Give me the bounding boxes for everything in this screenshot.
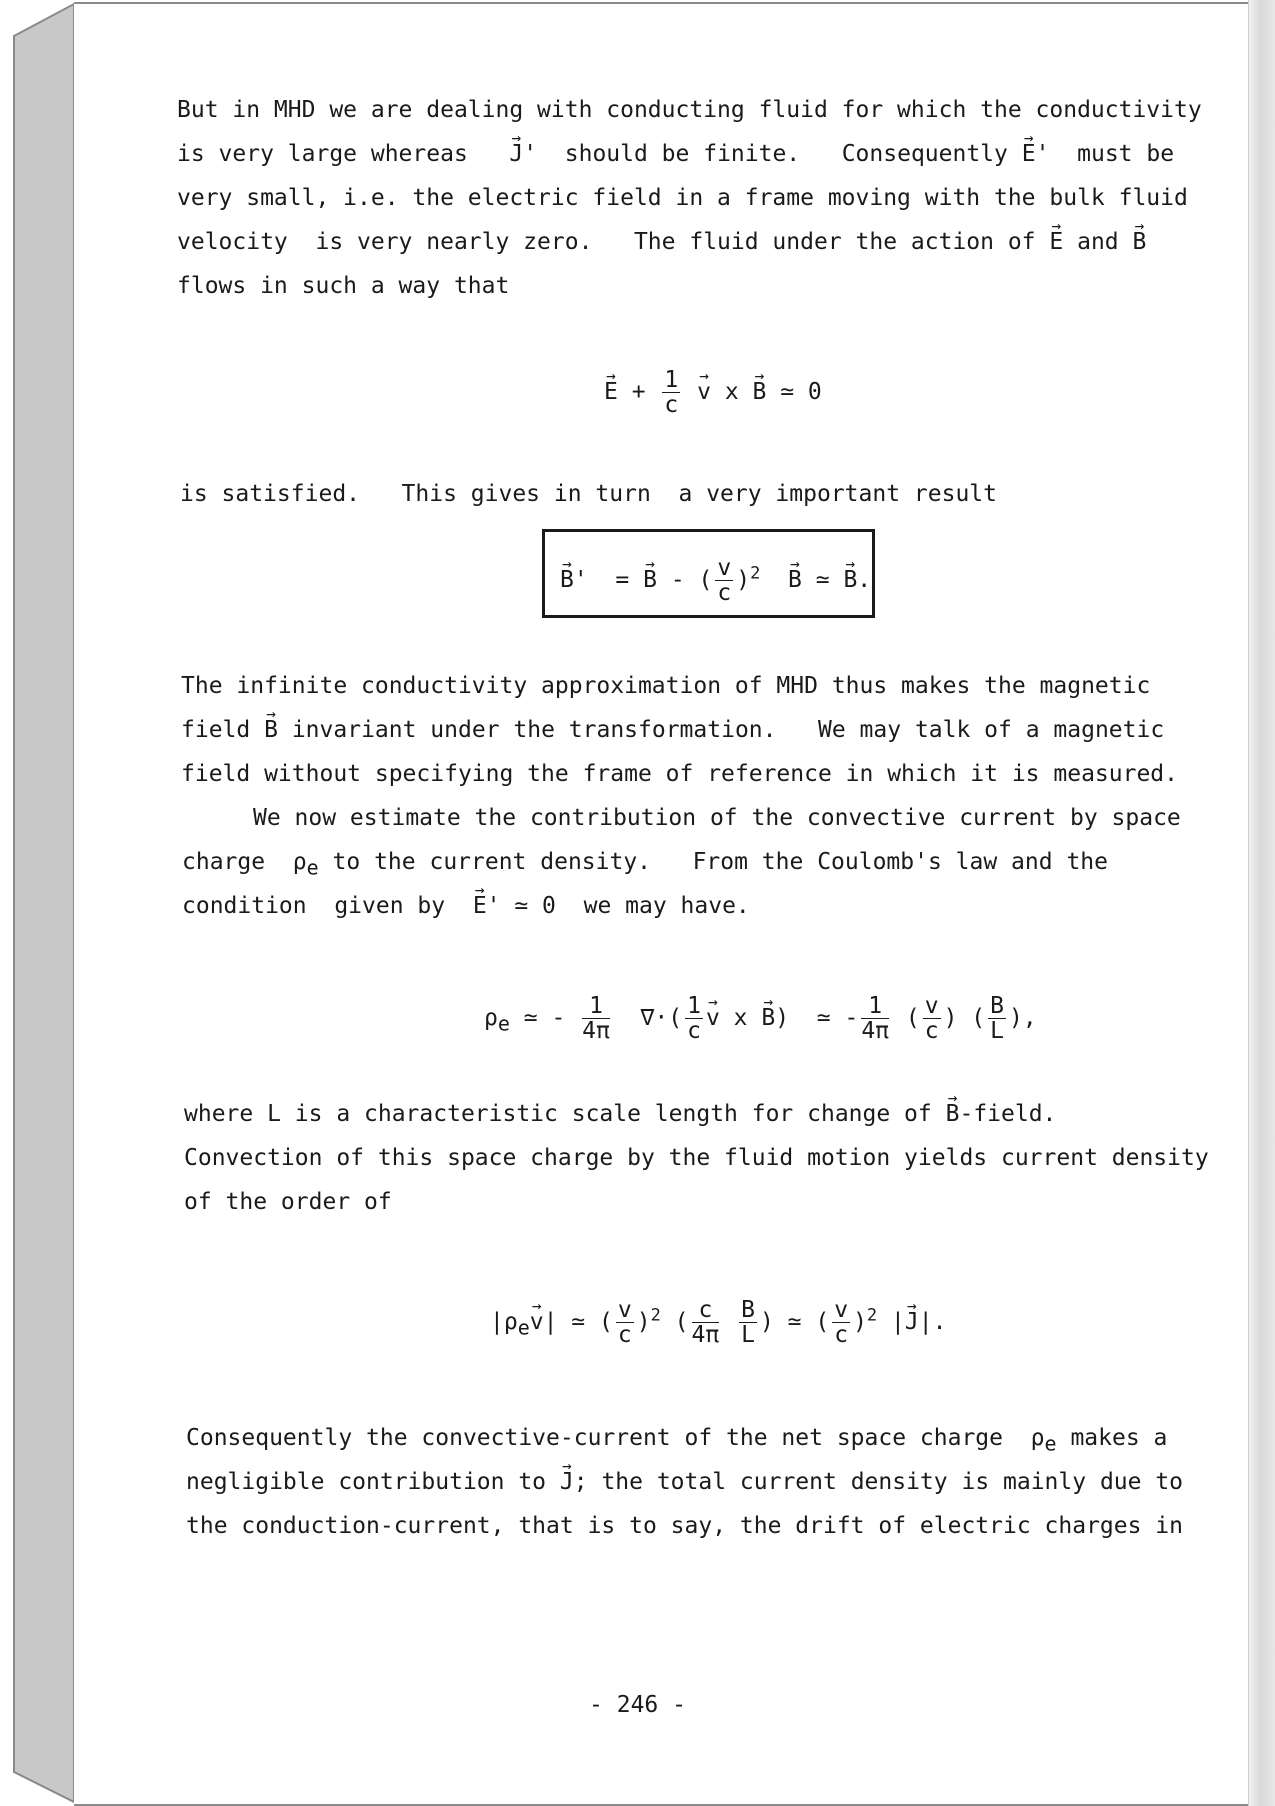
equation-space-charge: $\rho_e$ ≃ - $\frac{1}{4\pi}$ ∇·( $\frac{1}{c}$ → v x → B) ≃ - $\frac{1}{4\pi}$ ( $\frac{v}{c}$ ) ( $\frac{B}{L}$ ), (484, 994, 1037, 1043)
text-line-10: We now estimate the contribution of the convective current by space (253, 805, 1181, 831)
text-line-17: negligible contribution to → J; the total current density is mainly due to (186, 1468, 1183, 1496)
text-line-5: flows in such a way that (177, 273, 510, 299)
text-line-11: charge $\rho_e$ to the current density. From the Coulomb's law and the (182, 849, 1108, 880)
text-line-9: field without specifying the frame of reference in which it is measured. (181, 761, 1178, 787)
text-line-18: the conduction-current, that is to say, the drift of electric charges in (186, 1513, 1183, 1539)
page-number: - 246 - (589, 1692, 686, 1718)
text-line-14: Convection of this space charge by the fluid motion yields current density (184, 1145, 1209, 1171)
text-line-8: field → B invariant under the transformation. We may talk of a magnetic (181, 716, 1164, 744)
page-right-edge (1248, 0, 1275, 1806)
text-line-13: where L is a characteristic scale length for change of → B-field. (184, 1100, 1056, 1128)
text-line-2: is very large whereas → J' should be finite. Consequently → E' must be (177, 140, 1174, 168)
text-line-16: Consequently the convective-current of the net space charge $\rho_e$ makes a (186, 1425, 1168, 1456)
text-line-15: of the order of (184, 1189, 392, 1215)
equation-ohms-law: → E + $\frac{1}{c}$ → v x → B ≃ 0 (604, 368, 822, 417)
text-line-4: velocity is very nearly zero. The fluid under the action of → E and → B (177, 228, 1146, 256)
text-line-3: very small, i.e. the electric field in a frame moving with the bulk fluid (177, 185, 1188, 211)
text-line-12: condition given by → E' ≃ 0 we may have. (182, 892, 750, 920)
equation-boxed-result: → B' = → B - ( $\frac{v}{c}$ )$^2$ → B ≃ → B. (560, 556, 871, 605)
book-left-edge (0, 0, 78, 1806)
equation-convection-current: $|\rho_e\to v|$ ≃ ( $\frac{v}{c}$ )$^2$ ( $\frac{c}{4\pi}$ $\frac{B}{L}$ ) ≃ ( $\frac{v}{c}$ )$^2$ |→ J|. (490, 1298, 946, 1347)
text-line-6: is satisfied. This gives in turn a very important result (180, 481, 997, 507)
text-line-1: But in MHD we are dealing with conducting fluid for which the conductivity (177, 97, 1202, 123)
text-line-7: The infinite conductivity approximation of MHD thus makes the magnetic (181, 673, 1151, 699)
